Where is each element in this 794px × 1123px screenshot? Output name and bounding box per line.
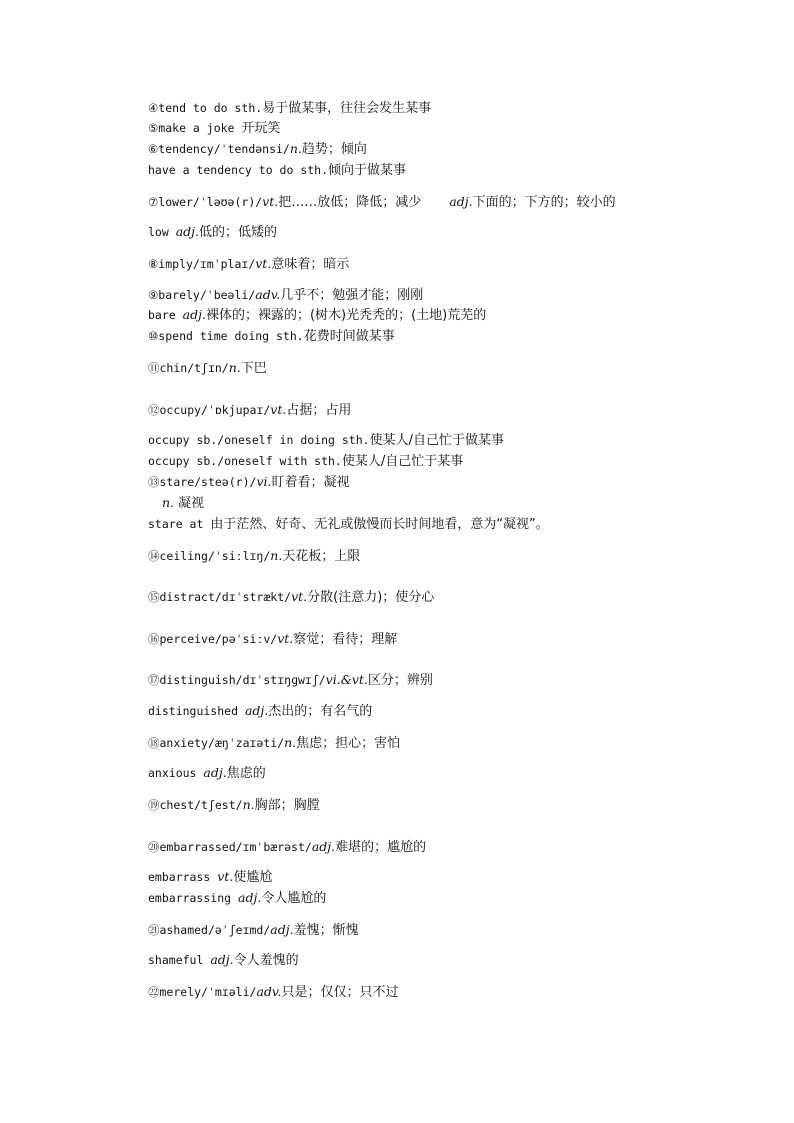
vocab-line [148, 141, 367, 157]
english-term: ⑭ceiling/ˈsiːlɪŋ/ [148, 549, 271, 563]
vocab-line [148, 287, 423, 303]
chinese-meaning: 杰出的；有名气的 [268, 704, 373, 719]
vocab-line [148, 672, 433, 688]
part-of-speech: adj. [203, 765, 227, 780]
chinese-meaning: 意味着；暗示 [271, 257, 350, 272]
vocab-line [148, 797, 320, 813]
chinese-meaning: 天花板；上限 [282, 549, 361, 564]
english-term: ⑨barely/ˈbeəli/ [148, 288, 256, 302]
vocab-line [148, 162, 406, 178]
part-of-speech: vt. [270, 402, 287, 417]
part-of-speech: n. [242, 797, 255, 812]
chinese-meaning: 趋势；倾向 [301, 142, 367, 157]
vocab-line [148, 703, 372, 719]
english-term: anxious [148, 766, 204, 780]
part-of-speech: n. [270, 548, 283, 563]
english-term: bare [148, 308, 183, 322]
part-of-speech: adj. [244, 703, 269, 718]
part-of-speech: vt. [217, 869, 234, 884]
part-of-speech: adj. [175, 224, 200, 239]
english-term: ⑪chin/tʃɪn/ [148, 361, 229, 375]
english-term: ⑱anxiety/æŋˈzaɪəti/ [148, 736, 285, 750]
part-of-speech: n. [162, 495, 178, 510]
chinese-meaning: 把……放低；降低；减少 [278, 195, 422, 210]
part-of-speech: adj. [182, 307, 206, 322]
english-term: distinguished [148, 704, 245, 718]
english-term: ⑮distract/dɪˈstrækt/ [148, 590, 292, 604]
vocab-line [148, 839, 426, 855]
part-of-speech: adj. [311, 839, 336, 854]
chinese-meaning: 下巴 [240, 361, 267, 376]
english-term: embarrass [148, 870, 218, 884]
vocab-line [148, 984, 398, 1000]
english-term: ⑫occupy/ˈɒkjupaɪ/ [148, 403, 271, 417]
vocab-line [148, 432, 504, 448]
vocab-line [148, 952, 299, 968]
part-of-speech: adj. [238, 890, 262, 905]
chinese-meaning: 只是；仅仅；只不过 [281, 985, 399, 1000]
chinese-meaning: 低的；低矮的 [199, 225, 278, 240]
english-term: stare at [148, 517, 211, 531]
chinese-meaning: 令人羞愧的 [233, 953, 299, 968]
part-of-speech: vi. [256, 474, 272, 489]
chinese-meaning: 盯着看；凝视 [271, 475, 350, 490]
vocab-line [148, 360, 267, 376]
english-term: occupy sb./oneself with sth. [148, 454, 342, 468]
chinese-meaning: 胸部；胸膛 [254, 798, 320, 813]
vocab-line [148, 735, 400, 751]
part-of-speech: vt. [262, 194, 279, 209]
vocab-line [148, 922, 359, 938]
chinese-meaning: 裸体的；裸露的；(树木)光秃秃的；(土地)荒芜的 [205, 308, 487, 323]
vocab-line [148, 765, 266, 781]
chinese-meaning: 分散(注意力)；使分心 [307, 590, 435, 605]
english-term: ⑲chest/tʃest/ [148, 798, 243, 812]
vocab-line [148, 474, 350, 490]
vocab-line [148, 869, 272, 885]
vocab-line [148, 890, 326, 906]
vocab-line [148, 120, 280, 136]
chinese-meaning: 察觉；看待；理解 [293, 632, 398, 647]
chinese-meaning: 羞愧；惭愧 [293, 923, 359, 938]
chinese-meaning: 倾向于做某事 [328, 163, 407, 178]
english-term: ⑤make a joke [148, 121, 242, 135]
english-term: ⑩spend time doing sth. [148, 329, 304, 343]
part-of-speech: vt. [291, 589, 308, 604]
vocab-line [148, 100, 431, 116]
vocab-line [148, 328, 395, 344]
english-term: shameful [148, 953, 211, 967]
vocab-line [148, 402, 351, 418]
english-term: ㉒merely/ˈmɪəli/ [148, 985, 257, 999]
chinese-meaning: 开玩笑 [241, 121, 281, 136]
vocab-line [148, 589, 434, 605]
english-term: low [148, 225, 176, 239]
vocab-line [148, 194, 616, 210]
vocab-line [148, 453, 463, 469]
vocab-line [148, 631, 397, 647]
english-term: ④tend to do sth. [148, 101, 263, 115]
chinese-meaning: 使某人/自己忙于做某事 [369, 433, 504, 448]
chinese-meaning: 占据；占用 [286, 403, 352, 418]
english-term: ⑯perceive/pəˈsiːv/ [148, 632, 278, 646]
chinese-meaning: 难堪的；尴尬的 [335, 840, 427, 855]
chinese-meaning: 令人尴尬的 [261, 891, 327, 906]
part-of-speech: adj. [210, 952, 234, 967]
chinese-meaning: 几乎不；勉强才能；刚刚 [280, 288, 424, 303]
part-of-speech: adj. [270, 922, 294, 937]
vocab-line [148, 307, 486, 323]
part-of-speech: n. [228, 360, 241, 375]
chinese-meaning: 焦虑；担心；害怕 [296, 736, 401, 751]
english-term: occupy sb./oneself in doing sth. [148, 433, 370, 447]
chinese-meaning: 使尴尬 [233, 870, 273, 885]
part-of-speech: adv. [255, 287, 281, 302]
vocab-line [148, 224, 277, 240]
english-term: ㉑ashamed/əˈʃeɪmd/ [148, 923, 271, 937]
english-term: have a tendency to do sth. [148, 163, 329, 177]
english-term: ⑥tendency/ˈtendənsi/ [148, 142, 290, 156]
chinese-meaning: 由于茫然、好奇、无礼或傲慢而长时间地看，意为“凝视”。 [210, 517, 549, 532]
english-term: embarrassing [148, 891, 239, 905]
english-term: ⑦lower/ˈləʊə(r)/ [148, 195, 263, 209]
part-of-speech: adj. [449, 194, 473, 209]
part-of-speech: adv. [256, 984, 282, 999]
part-of-speech: n. [284, 735, 297, 750]
vocab-line [148, 256, 349, 272]
english-term: ⑧imply/ɪmˈplaɪ/ [148, 257, 256, 271]
part-of-speech: vt. [277, 631, 294, 646]
english-term: ⑰distinguish/dɪˈstɪŋɡwɪʃ/ [148, 673, 326, 687]
chinese-meaning: 易于做某事，往往会发生某事 [262, 101, 432, 116]
chinese-meaning: 区分；辨别 [367, 673, 433, 688]
part-of-speech: vi.&vt. [325, 672, 368, 687]
vocab-line [162, 495, 204, 511]
part-of-speech: n. [289, 141, 302, 156]
chinese-meaning: 使某人/自己忙于某事 [341, 454, 464, 469]
chinese-meaning: 焦虑的 [226, 766, 266, 781]
chinese-meaning: 花费时间做某事 [303, 329, 395, 344]
part-of-speech: vt. [255, 256, 272, 271]
vocab-line [148, 516, 549, 532]
chinese-meaning: 凝视 [178, 496, 205, 511]
vocab-line [148, 548, 360, 564]
english-term: ⑳embarrassed/ɪmˈbærəst/ [148, 840, 312, 854]
chinese-meaning: 下面的；下方的；较小的 [472, 195, 616, 210]
english-term: ⑬stare/steə(r)/ [148, 475, 257, 489]
